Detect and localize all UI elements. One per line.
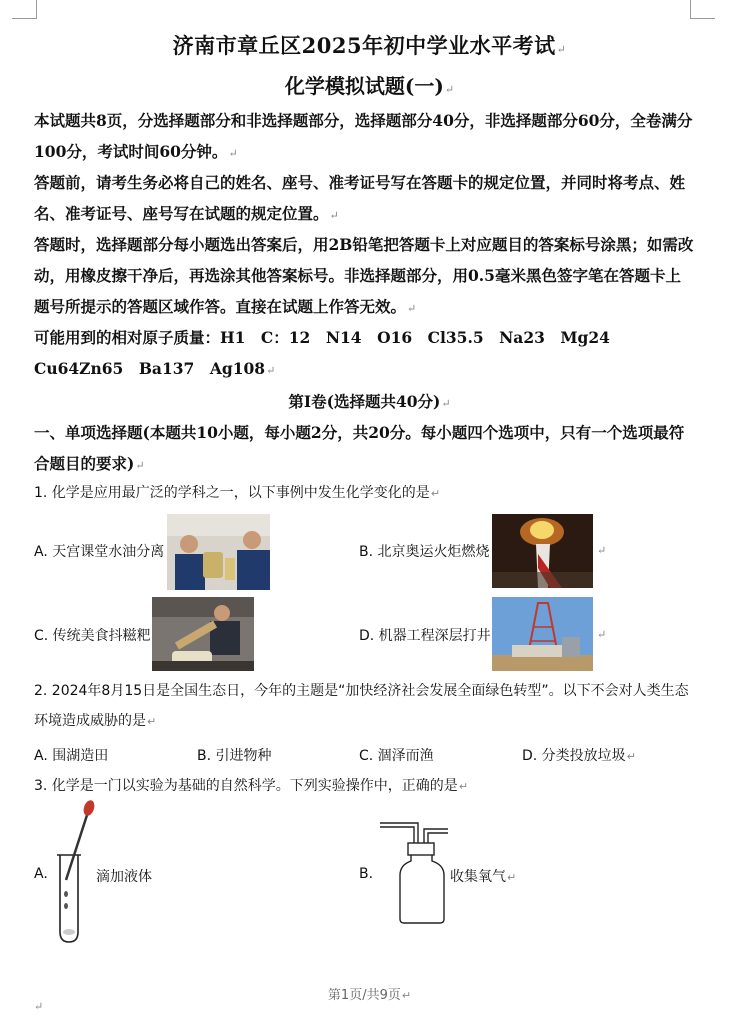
paragraph-mark: ↵ — [556, 43, 567, 56]
paragraph-mark: ↵ — [597, 544, 607, 557]
q3-option-b-text: 收集氧气↵ — [450, 869, 517, 885]
q1-option-c: C. 传统美食抖糍粑 — [34, 628, 151, 644]
q1-option-d: D. 机器工程深层打井 — [359, 628, 491, 644]
gas-collection-bottle-diagram — [378, 815, 450, 925]
page-corner-mark-left — [12, 0, 37, 19]
q2-option-c: C. 涸泽而渔 — [359, 748, 434, 764]
q3-option-b-label: B. — [359, 866, 374, 882]
exam-title: 济南市章丘区2025年初中学业水平考试↵ — [172, 33, 567, 58]
section-title: 第Ⅰ卷(选择题共40分)↵ — [288, 392, 451, 411]
paragraph-mark: ↵ — [444, 83, 455, 96]
dropper-testtube-diagram — [50, 800, 100, 945]
photo-astronauts — [167, 514, 270, 590]
paragraph-mark: ↵ — [597, 628, 607, 641]
paragraph-mark: ↵ — [34, 1000, 44, 1013]
atomic-mass-note: 可能用到的相对原子质量：H1 C：12 N14 O16 Cl35.5 Na23 Mg24 Cu64Zn65 Ba137 Ag108↵ — [34, 328, 626, 378]
question-1-stem: 1. 化学是应用最广泛的学科之一，以下事例中发生化学变化的是↵ — [34, 485, 441, 501]
q2-option-d: D. 分类投放垃圾↵ — [522, 748, 636, 764]
photo-ciba — [152, 597, 254, 671]
part-heading: 一、单项选择题(本题共10小题，每小题2分，共20分。每小题四个选项中，只有一个选项最符合题目的要求)↵ — [34, 423, 685, 473]
q2-option-b: B. 引进物种 — [197, 748, 272, 764]
question-3-stem: 3. 化学是一门以实验为基础的自然科学。下列实验操作中，正确的是↵ — [34, 778, 469, 794]
instruction-1: 本试题共8页，分选择题部分和非选择题部分，选择题部分40分，非选择题部分60分，全卷满分100分，考试时间60分钟。↵ — [34, 111, 693, 161]
question-2-stem: 2. 2024年8月15日是全国生态日，今年的主题是“加快经济社会发展全面绿色转型”。以下不会对人类生态环境造成威胁的是↵ — [34, 683, 689, 729]
q1-option-a: A. 天宫课堂水油分离 — [34, 544, 165, 560]
q3-option-a-label: A. — [34, 866, 48, 882]
photo-drilling-rig — [492, 597, 593, 671]
q3-option-a-text: 滴加液体 — [96, 869, 152, 885]
page-footer: 第1页/共9页↵ — [327, 988, 412, 1003]
q1-option-b: B. 北京奥运火炬燃烧 — [359, 544, 490, 560]
photo-torch — [492, 514, 593, 588]
q2-option-a: A. 围湖造田 — [34, 748, 109, 764]
instruction-3: 答题时，选择题部分每小题选出答案后，用2B铅笔把答题卡上对应题目的答案标号涂黑；如需改动，用橡皮擦干净后，再选涂其他答案标号。非选择题部分，用0.5毫米黑色签字笔在答题卡上题号所提示的答题区域作答。直接在试题上作答无效。↵ — [34, 235, 694, 316]
page-corner-mark-right — [690, 0, 715, 19]
instruction-2: 答题前，请考生务必将自己的姓名、座号、准考证号写在答题卡的规定位置，并同时将考点、姓名、准考证号、座号写在试题的规定位置。↵ — [34, 173, 686, 223]
exam-subtitle: 化学模拟试题(一)↵ — [284, 74, 455, 98]
